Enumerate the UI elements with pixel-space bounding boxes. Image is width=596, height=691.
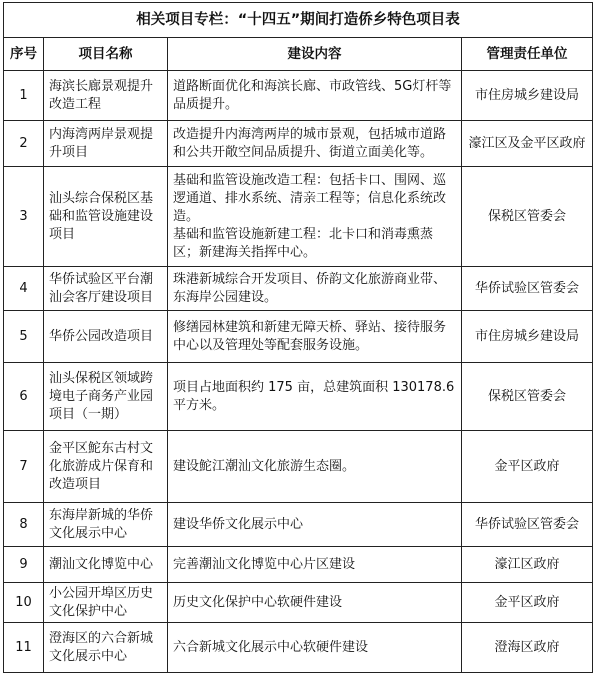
row-number: 11 <box>4 623 44 673</box>
content-paragraph: 道路断面优化和海滨长廊、市政管线、5G灯杆等品质提升。 <box>173 78 452 112</box>
content-paragraph: 基础和监管设施新建工程：北卡口和消毒熏蒸区；新建海关指挥中心。 <box>173 226 434 260</box>
row-unit: 金平区政府 <box>462 583 593 623</box>
row-content <box>168 71 462 121</box>
content-paragraph: 基础和监管设施改造工程：包括卡口、围网、巡逻通道、排水系统、清亲工程等；信息化系统改造。 <box>173 172 447 224</box>
row-number: 2 <box>4 121 44 167</box>
row-content <box>168 363 462 431</box>
row-content <box>168 623 462 673</box>
row-project-name: 小公园开埠区历史文化保护中心 <box>44 583 168 623</box>
row-content <box>168 503 462 547</box>
content-paragraph: 建设鮀江潮汕文化旅游生态圈。 <box>173 458 356 474</box>
row-unit: 澄海区政府 <box>462 623 593 673</box>
table-body <box>4 71 593 673</box>
row-unit: 金平区政府 <box>462 431 593 503</box>
table-row <box>4 311 593 363</box>
content-paragraph: 完善潮汕文化博览中心片区建设 <box>173 556 356 572</box>
row-number: 5 <box>4 311 44 363</box>
content-paragraph: 珠港新城综合开发项目、侨韵文化旅游商业带、东海岸公园建设。 <box>173 271 447 305</box>
row-project-name: 海滨长廊景观提升改造工程 <box>44 71 168 121</box>
row-content <box>168 167 462 267</box>
header-no: 序号 <box>4 38 44 71</box>
header-unit: 管理责任单位 <box>462 38 593 71</box>
row-number: 6 <box>4 363 44 431</box>
table-header-row <box>4 38 593 71</box>
row-project-name: 华侨试验区平台潮汕会客厅建设项目 <box>44 267 168 311</box>
row-content <box>168 547 462 583</box>
row-content <box>168 583 462 623</box>
table-title-row <box>4 3 593 38</box>
content-paragraph: 修缮园林建筑和新建无障天桥、驿站、接待服务中心以及管理处等配套服务设施。 <box>173 319 447 353</box>
project-table-document <box>3 2 593 673</box>
row-project-name: 汕头综合保税区基础和监管设施建设项目 <box>44 167 168 267</box>
content-paragraph: 六合新城文化展示中心软硬件建设 <box>173 639 369 655</box>
table-row <box>4 71 593 121</box>
table-row <box>4 623 593 673</box>
row-unit: 华侨试验区管委会 <box>462 267 593 311</box>
row-number: 3 <box>4 167 44 267</box>
row-unit: 市住房城乡建设局 <box>462 71 593 121</box>
table-row <box>4 431 593 503</box>
row-project-name: 金平区鮀东古村文化旅游成片保育和改造项目 <box>44 431 168 503</box>
row-project-name: 华侨公园改造项目 <box>44 311 168 363</box>
content-paragraph: 建设华侨文化展示中心 <box>173 516 304 532</box>
table-row <box>4 583 593 623</box>
row-content <box>168 311 462 363</box>
table-row <box>4 121 593 167</box>
table-row <box>4 167 593 267</box>
row-unit: 濠江区政府 <box>462 547 593 583</box>
row-unit: 保税区管委会 <box>462 167 593 267</box>
row-number: 7 <box>4 431 44 503</box>
row-unit: 保税区管委会 <box>462 363 593 431</box>
content-paragraph: 项目占地面积约 175 亩，总建筑面积 130178.6 平方米。 <box>173 379 455 413</box>
table-title: 相关项目专栏：“十四五”期间打造侨乡特色项目表 <box>4 3 593 38</box>
row-project-name: 东海岸新城的华侨文化展示中心 <box>44 503 168 547</box>
row-project-name: 内海湾两岸景观提升项目 <box>44 121 168 167</box>
project-table <box>3 2 593 673</box>
table-row <box>4 363 593 431</box>
row-project-name: 潮汕文化博览中心 <box>44 547 168 583</box>
table-row <box>4 547 593 583</box>
row-number: 8 <box>4 503 44 547</box>
table-row <box>4 267 593 311</box>
content-paragraph: 历史文化保护中心软硬件建设 <box>173 594 343 610</box>
row-unit: 濠江区及金平区政府 <box>462 121 593 167</box>
row-project-name: 汕头保税区领域跨境电子商务产业园项目（一期） <box>44 363 168 431</box>
header-project-name: 项目名称 <box>44 38 168 71</box>
row-number: 4 <box>4 267 44 311</box>
content-paragraph: 改造提升内海湾两岸的城市景观，包括城市道路和公共开敞空间品质提升、街道立面美化等。 <box>173 126 447 160</box>
table-row <box>4 503 593 547</box>
row-content <box>168 267 462 311</box>
row-content <box>168 121 462 167</box>
row-project-name: 澄海区的六合新城文化展示中心 <box>44 623 168 673</box>
row-unit: 市住房城乡建设局 <box>462 311 593 363</box>
row-number: 10 <box>4 583 44 623</box>
row-content <box>168 431 462 503</box>
row-unit: 华侨试验区管委会 <box>462 503 593 547</box>
header-content: 建设内容 <box>168 38 462 71</box>
row-number: 1 <box>4 71 44 121</box>
row-number: 9 <box>4 547 44 583</box>
